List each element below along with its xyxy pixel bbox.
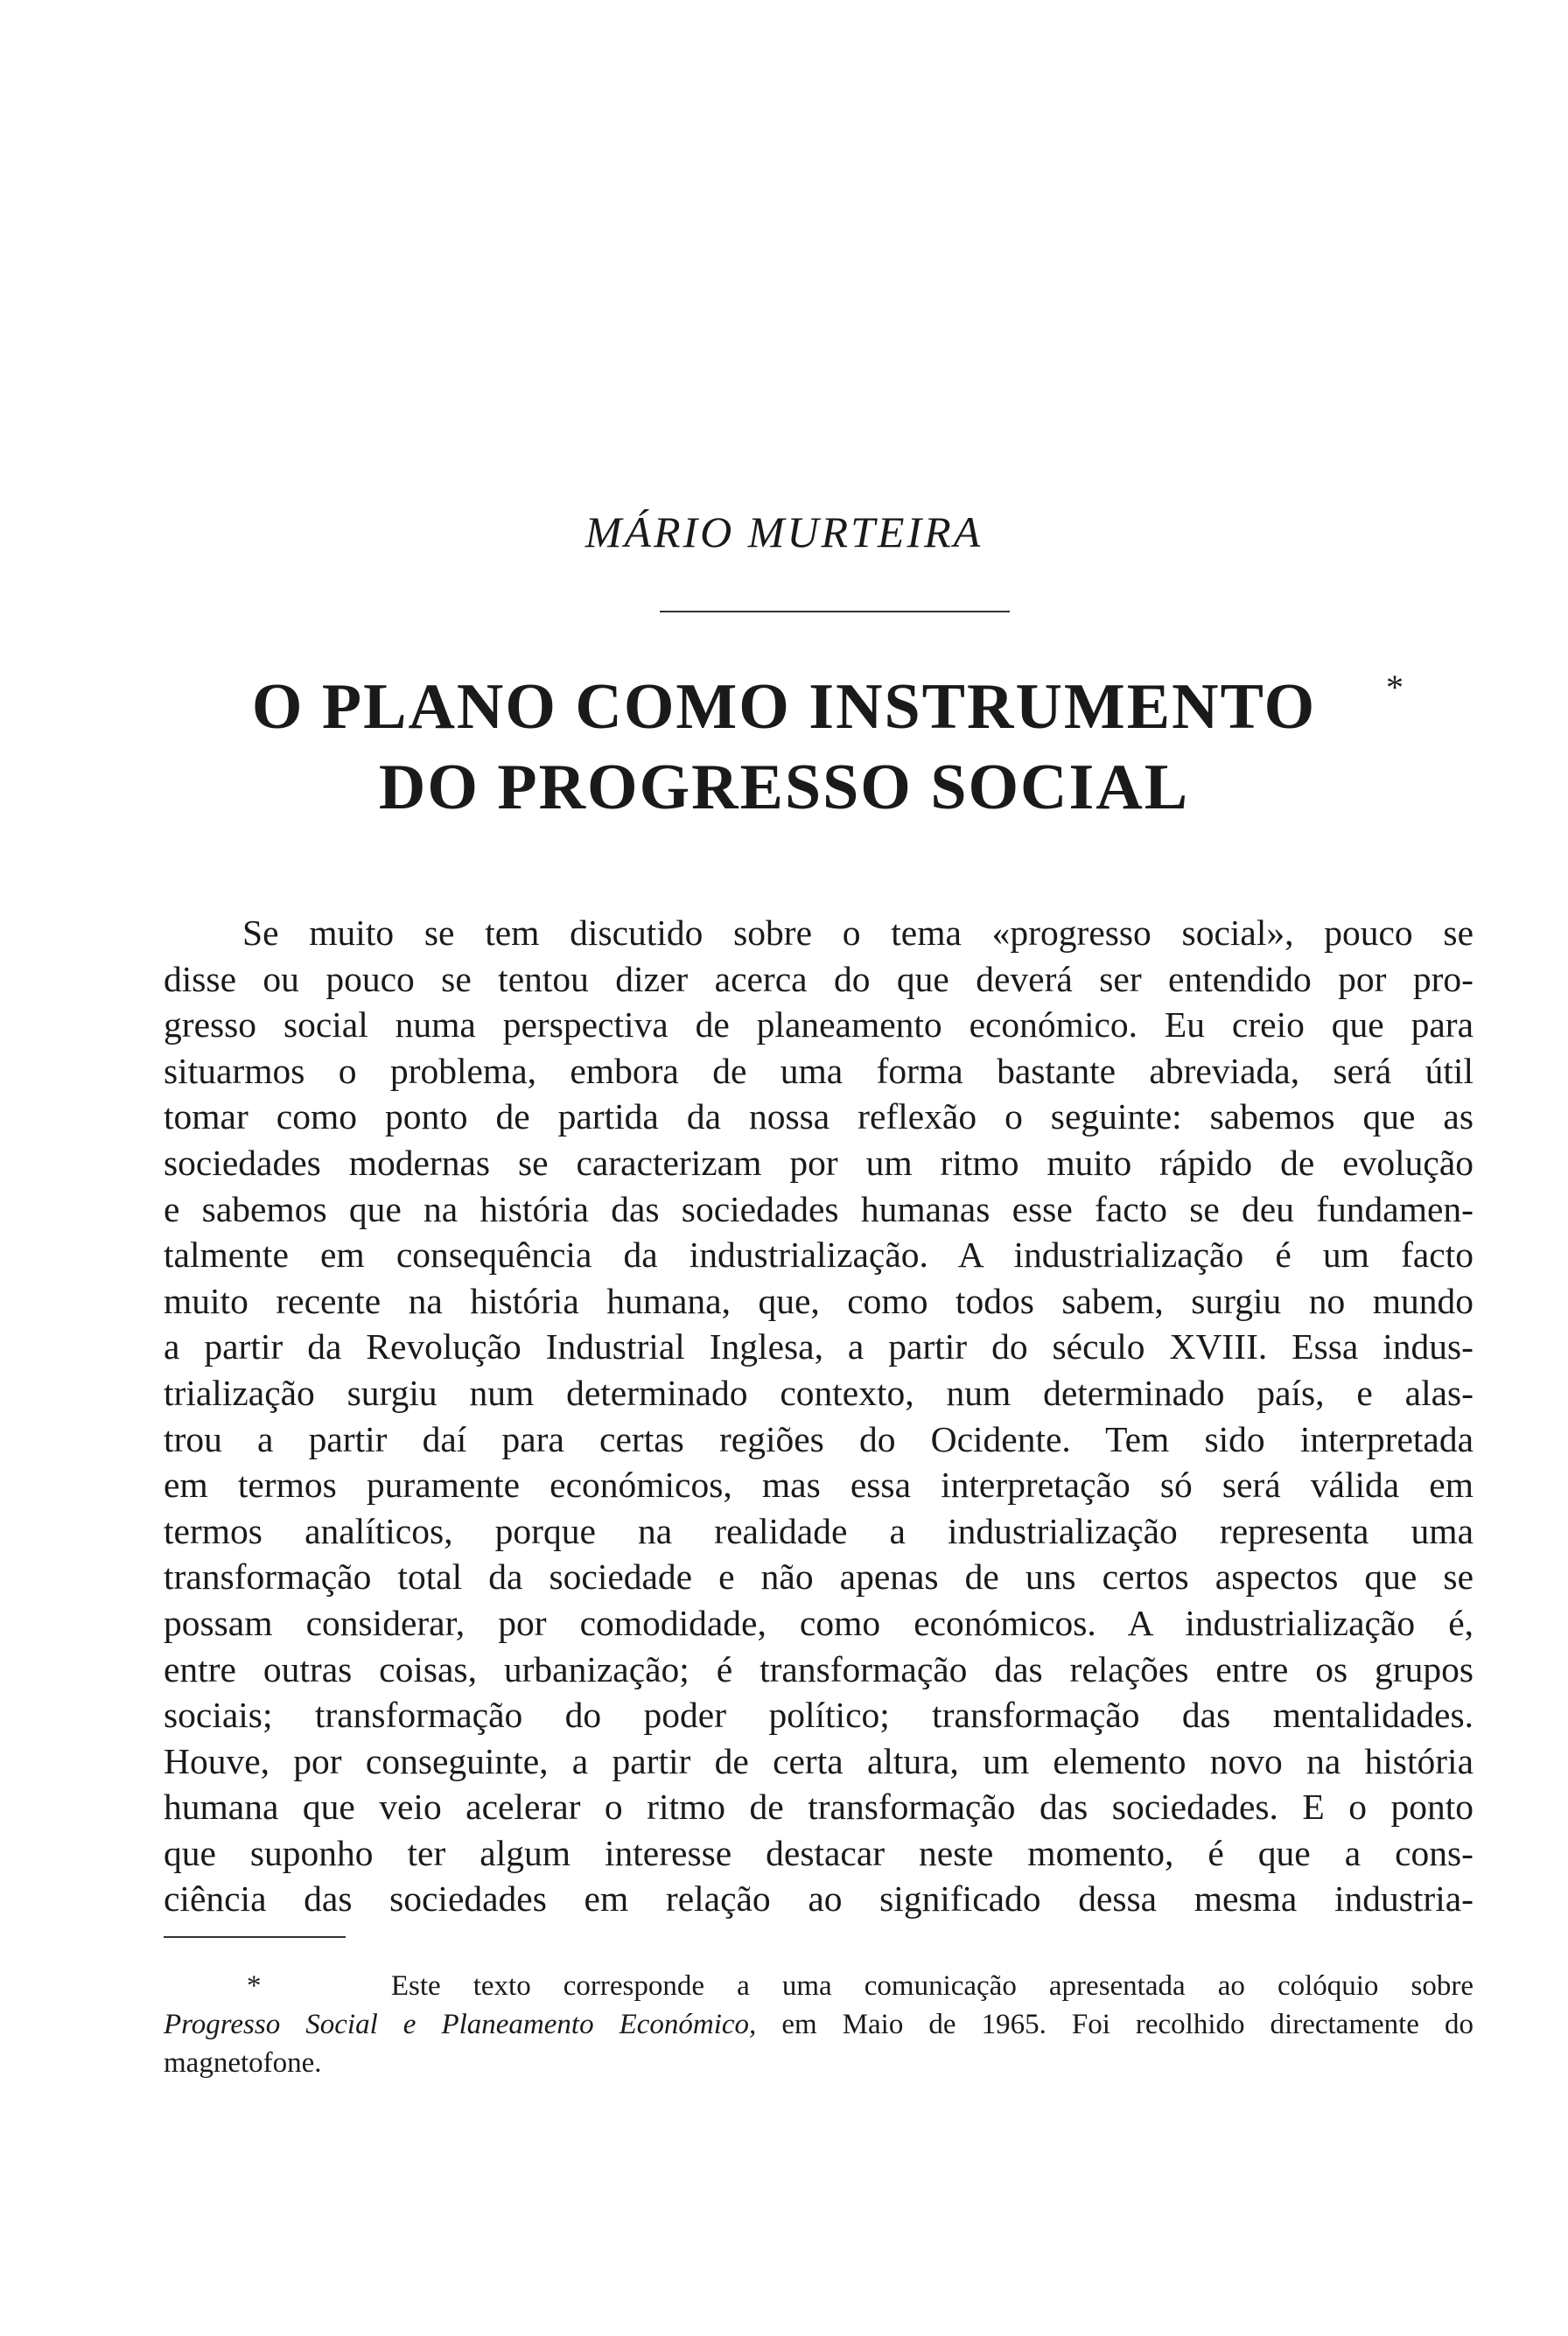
body-line: Houve, por conseguinte, a partir de certa altura, um elemento novo na história bbox=[164, 1740, 1474, 1781]
body-line: humana que veio acelerar o ritmo de transformação das sociedades. E o ponto bbox=[164, 1787, 1474, 1828]
title-line-2: DO PROGRESSO SOCIAL bbox=[378, 752, 1190, 823]
article-title bbox=[0, 667, 1568, 828]
footnote-line-2 bbox=[164, 2005, 1474, 2044]
body-line: entre outras coisas, urbanização; é transformação das relações entre os grupos bbox=[164, 1648, 1474, 1689]
title-footnote-marker: * bbox=[1386, 668, 1404, 707]
body-line: a partir da Revolução Industrial Inglesa, a partir do século XVIII. Essa indus- bbox=[164, 1326, 1474, 1367]
body-line: e sabemos que na história das sociedades humanas esse facto se deu fundamen- bbox=[164, 1188, 1474, 1229]
body-line: gresso social numa perspectiva de planeamento económico. Eu creio que para bbox=[164, 1004, 1474, 1046]
body-line: transformação total da sociedade e não apenas de uns certos aspectos que se bbox=[164, 1556, 1474, 1598]
footnote bbox=[164, 1967, 1474, 2082]
body-line: muito recente na história humana, que, como todos sabem, surgiu no mundo bbox=[164, 1280, 1474, 1321]
body-line: sociais; transformação do poder político; transformação das mentalidades. bbox=[164, 1695, 1474, 1736]
footnote-line-3: magnetofone. bbox=[164, 2047, 322, 2079]
body-line: termos analíticos, porque na realidade a industrialização representa uma bbox=[164, 1510, 1474, 1551]
body-line: ciência das sociedades em relação ao significado dessa mesma industria- bbox=[164, 1878, 1474, 1920]
footnote-marker: * bbox=[247, 1970, 262, 2002]
footnote-text-2: em Maio de 1965. Foi recolhido directamente do bbox=[756, 2009, 1474, 2040]
body-paragraph bbox=[164, 910, 1474, 1922]
footnote-line-1 bbox=[164, 1967, 1474, 2005]
footnote-divider bbox=[164, 1936, 346, 1938]
title-line-1: O PLANO COMO INSTRUMENTO bbox=[251, 671, 1317, 743]
footnote-text-1: Este texto corresponde a uma comunicação apresentada ao colóquio sobre bbox=[390, 1970, 1474, 2002]
body-line: trialização surgiu num determinado contexto, num determinado país, e alas- bbox=[164, 1372, 1474, 1413]
body-line: Se muito se tem discutido sobre o tema «progresso social», pouco se bbox=[242, 913, 1474, 953]
body-line: possam considerar, por comodidade, como económicos. A industrialização é, bbox=[164, 1602, 1474, 1643]
body-line: talmente em consequência da industrialização. A industrialização é um facto bbox=[164, 1234, 1474, 1276]
author-name: MÁRIO MURTEIRA bbox=[584, 507, 984, 556]
body-line: tomar como ponto de partida da nossa reflexão o seguinte: sabemos que as bbox=[164, 1096, 1474, 1137]
body-line: disse ou pouco se tentou dizer acerca do que deverá ser entendido por pro- bbox=[164, 958, 1474, 999]
body-line: sociedades modernas se caracterizam por um ritmo muito rápido de evolução bbox=[164, 1142, 1474, 1183]
title-divider bbox=[660, 611, 1010, 612]
footnote-book-title: Progresso Social e Planeamento Económico, bbox=[164, 2009, 757, 2040]
body-line: em termos puramente económicos, mas essa interpretação só será válida em bbox=[164, 1465, 1474, 1506]
body-line: situarmos o problema, embora de uma forma bastante abreviada, será útil bbox=[164, 1050, 1474, 1091]
body-line: trou a partir daí para certas regiões do Ocidente. Tem sido interpretada bbox=[164, 1418, 1474, 1459]
body-line: que suponho ter algum interesse destacar neste momento, é que a cons- bbox=[164, 1832, 1474, 1873]
